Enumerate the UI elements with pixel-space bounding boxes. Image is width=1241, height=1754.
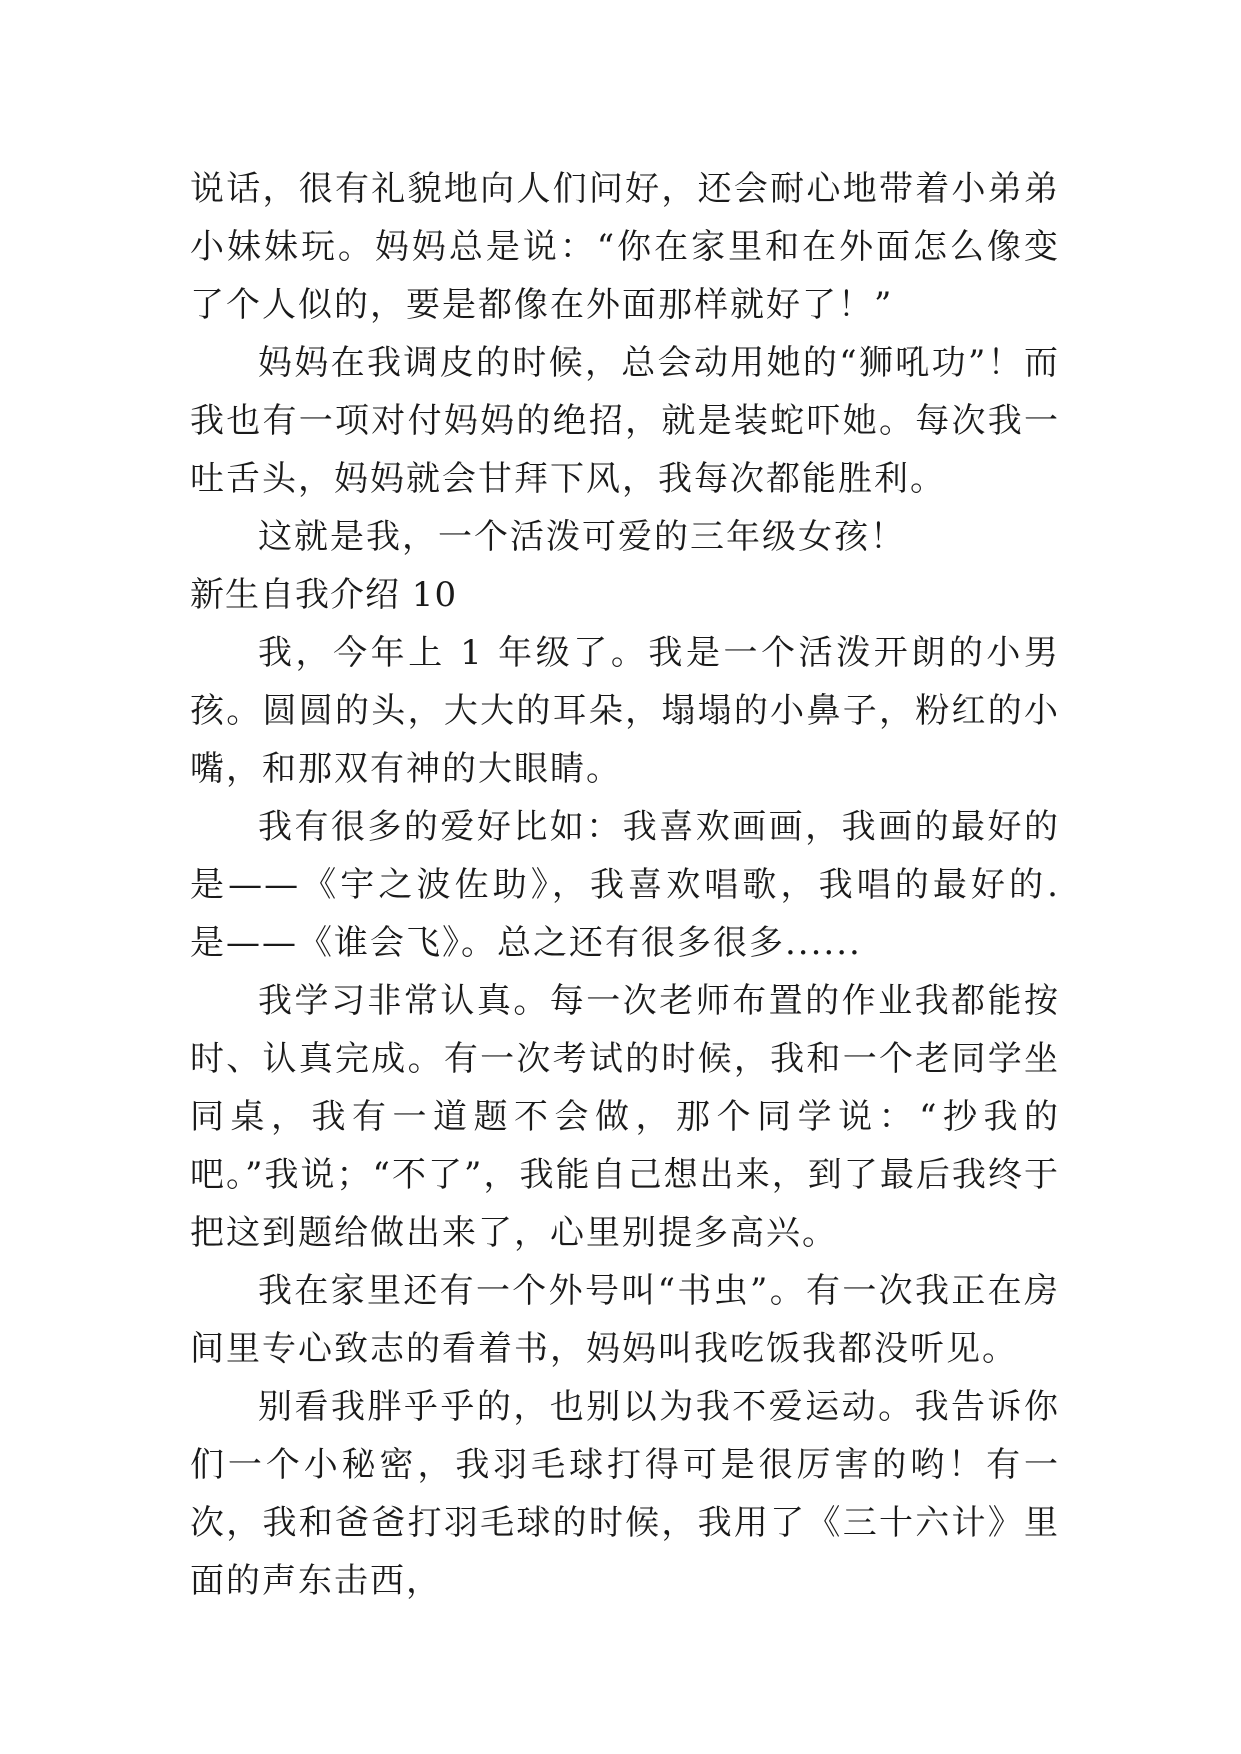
document-body — [190, 160, 1060, 1610]
paragraph-lion-roar: 妈妈在我调皮的时候，总会动用她的“狮吼功”！而我也有一项对付妈妈的绝招，就是装蛇吓她。每次我一吐舌头，妈妈就会甘拜下风，我每次都能胜利。 — [190, 343, 1060, 499]
paragraph-intro: 我，今年上 1 年级了。我是一个活泼开朗的小男孩。圆圆的头，大大的耳朵，塌塌的小鼻子，粉红的小嘴，和那双有神的大眼睛。 — [190, 633, 1060, 789]
paragraph-continuation: 说话，很有礼貌地向人们问好，还会耐心地带着小弟弟小妹妹玩。妈妈总是说：“你在家里和在外面怎么像变了个人似的，要是都像在外面那样就好了！” — [190, 169, 1060, 325]
paragraph-conclusion: 这就是我，一个活泼可爱的三年级女孩！ — [258, 517, 906, 557]
paragraph-badminton: 别看我胖乎乎的，也别以为我不爱运动。我告诉你们一个小秘密，我羽毛球打得可是很厉害的哟！有一次，我和爸爸打羽毛球的时候，我用了《三十六计》里面的声东击西， — [190, 1387, 1060, 1601]
paragraph-study: 我学习非常认真。每一次老师布置的作业我都能按时、认真完成。有一次考试的时候，我和一个老同学坐同桌，我有一道题不会做，那个同学说：“抄我的吧。”我说；“不了”，我能自己想出来，到了最后我终于把这到题给做出来了，心里别提多高兴。 — [190, 981, 1060, 1253]
section-heading: 新生自我介绍 10 — [190, 575, 458, 615]
paragraph-bookworm: 我在家里还有一个外号叫“书虫”。有一次我正在房间里专心致志的看着书，妈妈叫我吃饭我都没听见。 — [190, 1271, 1060, 1369]
paragraph-hobbies: 我有很多的爱好比如：我喜欢画画，我画的最好的是——《宇之波佐助》，我喜欢唱歌，我唱的最好的. 是——《谁会飞》。总之还有很多很多...... — [190, 807, 1060, 963]
